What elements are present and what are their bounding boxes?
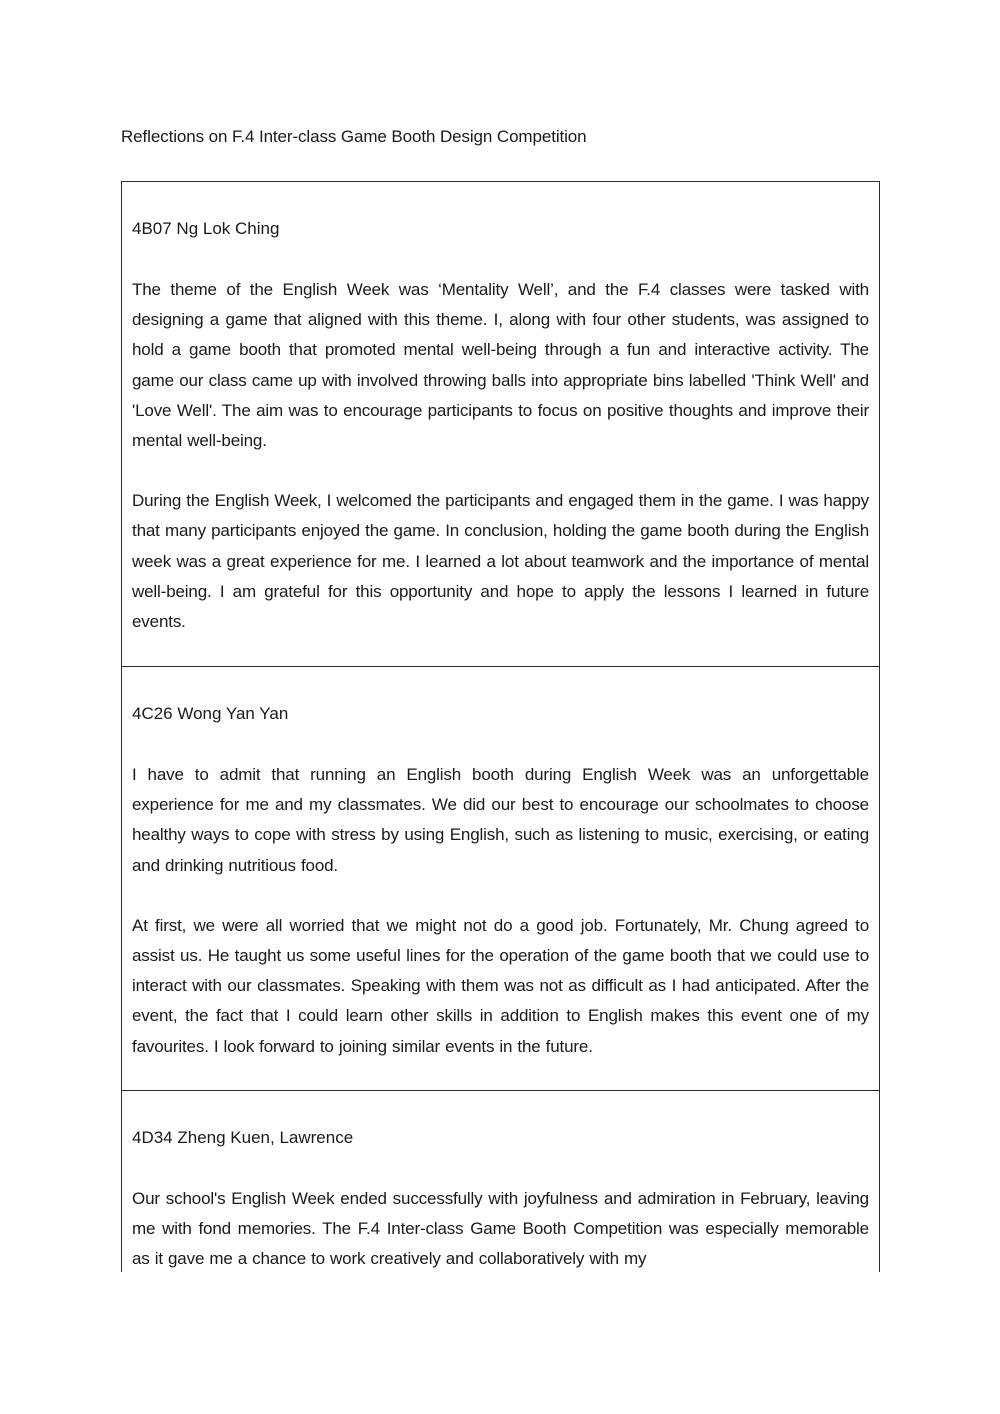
- entry-author: 4B07 Ng Lok Ching: [132, 219, 280, 238]
- reflections-table: [121, 181, 880, 1272]
- reflection-entry: [122, 667, 879, 1091]
- entry-author: 4C26 Wong Yan Yan: [132, 704, 289, 723]
- document-title: Reflections on F.4 Inter-class Game Booth Design Competition: [121, 127, 587, 146]
- entry-paragraph: At first, we were all worried that we might not do a good job. Fortunately, Mr. Chung agreed to assist us. He taught us some useful lines for the operation of the game booth that we could use to interact with our classmates. Speaking with them was not as difficult as I had anticipated. After the event, the fact that I could learn other skills in addition to English makes this event one of my favourites. I look forward to joining similar events in the future.: [132, 915, 869, 1056]
- entry-paragraph: Our school's English Week ended successfully with joyfulness and admiration in February, leaving me with fond memories. The F.4 Inter-class Game Booth Competition was especially memorable as it gave me a chance to work creatively and collaboratively with my: [132, 1189, 869, 1269]
- entry-paragraph: During the English Week, I welcomed the participants and engaged them in the game. I was happy that many participants enjoyed the game. In conclusion, holding the game booth during the English week was a great experience for me. I learned a lot about teamwork and the importance of mental well-being. I am grateful for this opportunity and hope to apply the lessons I learned in future events.: [132, 491, 869, 632]
- reflection-entry: [122, 182, 879, 667]
- reflection-entry: [122, 1091, 879, 1272]
- entry-paragraph: The theme of the English Week was ‘Mentality Well’, and the F.4 classes were tasked with designing a game that aligned with this theme. I, along with four other students, was assigned to hold a game booth that promoted mental well-being through a fun and interactive activity. The game our class came up with involved throwing balls into appropriate bins labelled 'Think Well' and 'Love Well'. The aim was to encourage participants to focus on positive thoughts and improve their mental well-being.: [132, 280, 869, 451]
- entry-paragraph: I have to admit that running an English booth during English Week was an unforgettable experience for me and my classmates. We did our best to encourage our schoolmates to choose healthy ways to cope with stress by using English, such as listening to music, exercising, or eating and drinking nutritious food.: [132, 765, 869, 875]
- entry-author: 4D34 Zheng Kuen, Lawrence: [132, 1128, 354, 1147]
